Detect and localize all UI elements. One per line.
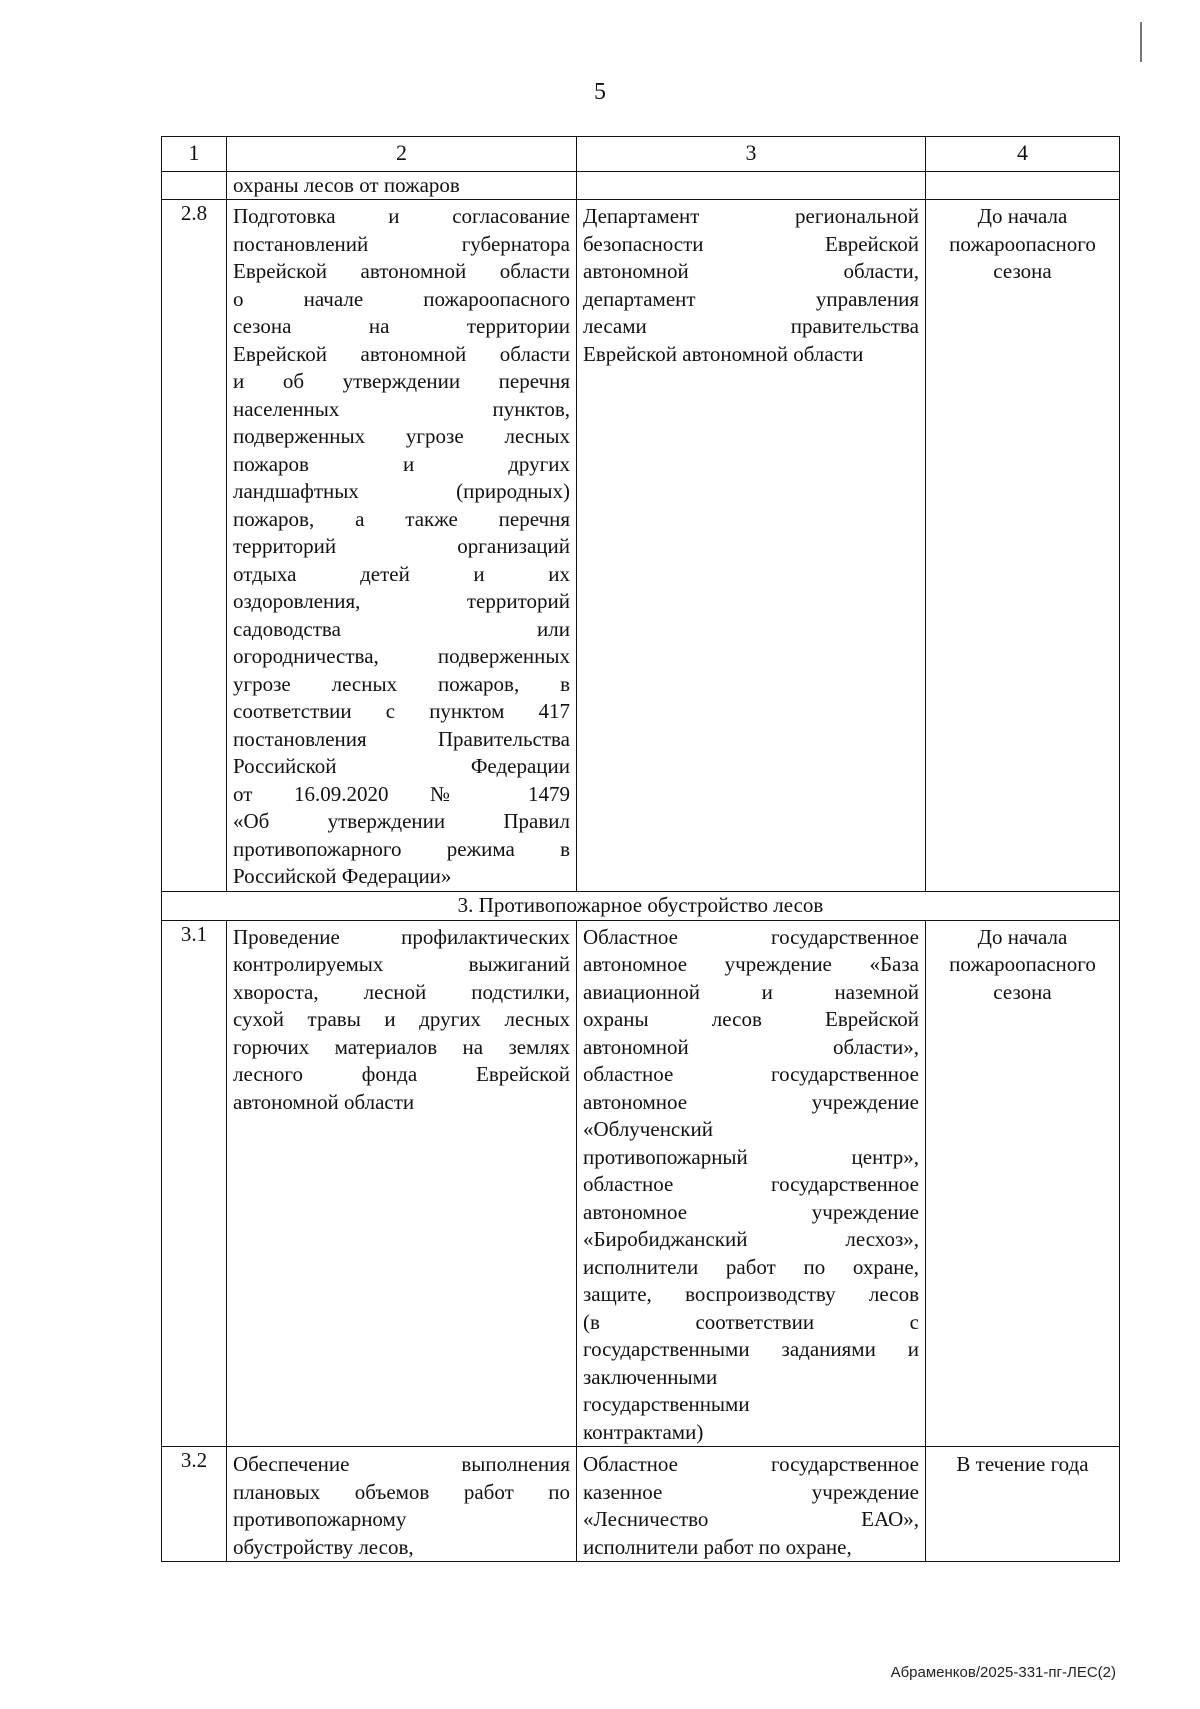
cell-text-line: исполнители работ по охране,: [583, 1534, 852, 1559]
measures-table: [161, 136, 1120, 1562]
cell-text-line: обустройству лесов,: [233, 1534, 414, 1559]
cell-text-line: Еврейской автономной области: [233, 341, 570, 366]
table-row: [162, 920, 1120, 1447]
cell-text-line: сезона на территории: [233, 314, 570, 338]
cell-text-line: «Биробиджанский лесхоз»,: [583, 1227, 919, 1251]
cell-text-line: пожароопасного: [949, 952, 1096, 976]
cell-text-line: До начала: [977, 204, 1068, 228]
continuation-empty-cell: [926, 172, 1120, 200]
cell-text-line: исполнители работ по охране,: [583, 1254, 919, 1279]
responsible-cell: [577, 200, 926, 892]
cell-text-line: противопожарного режима в: [233, 836, 570, 861]
cell-text-line: государственными заданиями и: [583, 1337, 919, 1361]
continuation-empty-cell: [577, 172, 926, 200]
cell-text-line: государственными: [583, 1392, 750, 1416]
cell-text-line: контрактами): [583, 1419, 704, 1444]
row-number: 3.2: [162, 1447, 227, 1562]
cell-text-line: от 16.09.2020 № 1479: [233, 781, 570, 806]
table-header-row: [162, 137, 1120, 172]
cell-text-line: угрозе лесных пожаров, в: [233, 671, 570, 696]
section-title: 3. Противопожарное обустройство лесов: [162, 891, 1120, 920]
cell-text-line: подверженных угрозе лесных: [233, 424, 570, 448]
row-number: 3.1: [162, 920, 227, 1447]
cell-text-line: плановых объемов работ по: [233, 1479, 570, 1504]
cell-text-line: охраны лесов Еврейской: [583, 1007, 919, 1031]
document-footer-code: Абраменков/2025-331-пг-ЛЕС(2): [890, 1664, 1116, 1681]
header-cell-2: 2: [227, 137, 577, 172]
cell-text-line: постановления Правительства: [233, 726, 570, 751]
cell-text-line: сухой травы и других лесных: [233, 1007, 570, 1031]
responsible-cell: [577, 1447, 926, 1562]
cell-text-line: казенное учреждение: [583, 1479, 919, 1504]
cell-text-line: автономной области»,: [583, 1034, 919, 1059]
cell-text-line: автономное учреждение «База: [583, 952, 919, 976]
deadline-cell: [926, 920, 1120, 1447]
cell-text-line: Проведение профилактических: [233, 924, 570, 949]
deadline-cell: [926, 200, 1120, 892]
cell-text-line: Российской Федерации»: [233, 864, 452, 888]
deadline-cell: [926, 1447, 1120, 1562]
cell-text-line: автономное учреждение: [583, 1089, 919, 1114]
cell-text-line: о начале пожароопасного: [233, 286, 570, 311]
header-cell-4: 4: [926, 137, 1120, 172]
table-row: [162, 1447, 1120, 1562]
cell-text-line: ландшафтных (природных): [233, 479, 570, 503]
cell-text-line: Областное государственное: [583, 1452, 919, 1476]
cell-text-line: и об утверждении перечня: [233, 369, 570, 393]
cell-text-line: В течение года: [956, 1452, 1089, 1476]
cell-text-line: противопожарному: [233, 1507, 407, 1531]
cell-text-line: хвороста, лесной подстилки,: [233, 979, 570, 1004]
cell-text-line: (в соответствии с: [583, 1309, 919, 1334]
cell-text-line: горючих материалов на землях: [233, 1034, 570, 1059]
cell-text-line: Российской Федерации: [233, 754, 570, 778]
cell-text-line: защите, воспроизводству лесов: [583, 1282, 919, 1306]
cell-text-line: «Об утверждении Правил: [233, 809, 570, 833]
cell-text-line: заключенными: [583, 1364, 718, 1389]
cell-text-line: автономное учреждение: [583, 1199, 919, 1224]
cell-text-line: постановлений губернатора: [233, 231, 570, 256]
header-cell-1: 1: [162, 137, 227, 172]
cell-text-line: огородничества, подверженных: [233, 644, 570, 668]
cell-text-line: контролируемых выжиганий: [233, 952, 570, 976]
cell-text-line: пожаров, а также перечня: [233, 506, 570, 531]
cell-text-line: населенных пунктов,: [233, 396, 570, 421]
cell-text-line: Департамент региональной: [583, 204, 919, 228]
cell-text-line: лесами правительства: [583, 314, 919, 338]
table-row: [162, 200, 1120, 892]
cell-text-line: садоводства или: [233, 616, 570, 641]
scan-artifact-line: [1140, 22, 1142, 62]
page-number: 5: [594, 79, 606, 105]
continuation-num-cell: [162, 172, 227, 200]
cell-text-line: областное государственное: [583, 1172, 919, 1196]
cell-text-line: лесного фонда Еврейской: [233, 1062, 570, 1086]
header-cell-3: 3: [577, 137, 926, 172]
cell-text-line: автономной области,: [583, 259, 919, 283]
cell-text-line: авиационной и наземной: [583, 979, 919, 1004]
cell-text-line: Областное государственное: [583, 924, 919, 949]
responsible-cell: [577, 920, 926, 1447]
cell-text-line: сезона: [993, 979, 1052, 1004]
cell-text-line: До начала: [977, 924, 1068, 949]
action-cell: [227, 200, 577, 892]
cell-text-line: Подготовка и согласование: [233, 204, 570, 228]
cell-text-line: территорий организаций: [233, 534, 570, 558]
cell-text-line: «Лесничество ЕАО»,: [583, 1507, 919, 1531]
continuation-row: [162, 172, 1120, 200]
action-cell: [227, 1447, 577, 1562]
cell-text-line: Еврейской автономной области: [583, 341, 864, 366]
continuation-text: охраны лесов от пожаров: [227, 172, 577, 200]
row-number: 2.8: [162, 200, 227, 892]
cell-text-line: пожароопасного: [949, 231, 1096, 256]
cell-text-line: Еврейской автономной области: [233, 259, 570, 283]
cell-text-line: Обеспечение выполнения: [233, 1452, 570, 1476]
cell-text-line: соответствии с пунктом 417: [233, 699, 570, 723]
cell-text-line: областное государственное: [583, 1062, 919, 1086]
cell-text-line: автономной области: [233, 1089, 415, 1114]
cell-text-line: департамент управления: [583, 286, 919, 311]
cell-text-line: сезона: [993, 259, 1052, 283]
cell-text-line: «Облученский: [583, 1117, 713, 1141]
cell-text-line: противопожарный центр»,: [583, 1144, 919, 1169]
cell-text-line: оздоровления, территорий: [233, 589, 570, 613]
cell-text-line: безопасности Еврейской: [583, 231, 919, 256]
cell-text-line: отдыха детей и их: [233, 561, 570, 586]
action-cell: [227, 920, 577, 1447]
section-row: [162, 891, 1120, 920]
cell-text-line: пожаров и других: [233, 451, 570, 476]
